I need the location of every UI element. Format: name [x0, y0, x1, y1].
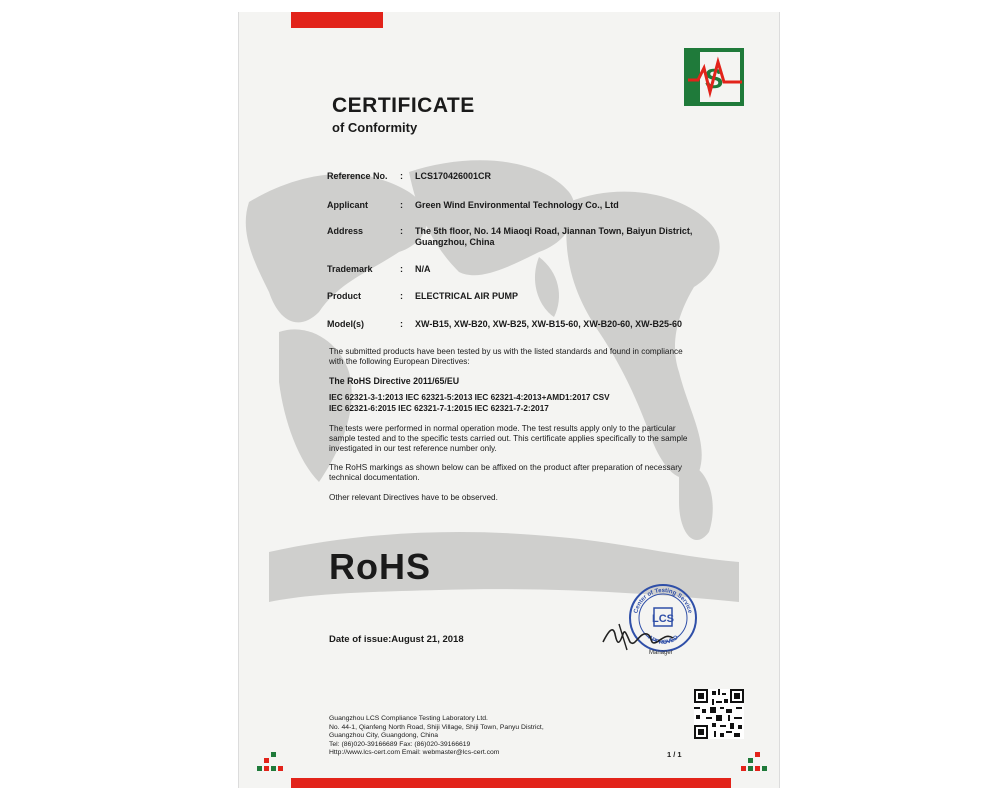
corner-decoration-left: [257, 752, 287, 776]
field-label: Product: [327, 291, 362, 301]
standards-line-1: IEC 62321-3-1:2013 IEC 62321-5:2013 IEC 62321-4:2013+AMD1:2017 CSV: [329, 393, 610, 402]
intro-paragraph: The submitted products have been tested by us with the listed standards and found in compliance with the following European Directives:: [329, 347, 683, 367]
field-colon: :: [400, 291, 403, 301]
certificate-document: [238, 12, 780, 788]
field-label: Applicant: [327, 200, 369, 210]
tests-paragraph: The tests were performed in normal operation mode. The test results apply only to the particular sample tested and to the specific tests carried out. This certificate applies specifically to the sample investigated in our test reference number only.: [329, 424, 688, 454]
stamp-bottom-text: APPROVED: [646, 634, 680, 647]
rohs-mark: RoHS: [329, 546, 431, 587]
certificate-title: CERTIFICATE: [332, 94, 475, 117]
field-colon: :: [400, 319, 403, 329]
field-label: Trademark: [327, 264, 373, 274]
signature-caption: Manager: [649, 650, 673, 656]
field-label: Model(s): [327, 319, 364, 329]
footer-contact: [329, 715, 544, 758]
field-colon: :: [400, 226, 403, 236]
other-directives-paragraph: Other relevant Directives have to be observed.: [329, 493, 498, 502]
markings-paragraph: The RoHS markings as shown below can be affixed on the product after preparation of necessary technical documentation.: [329, 463, 683, 483]
lcs-logo: [684, 48, 744, 106]
signature: [597, 612, 707, 657]
top-red-bar: [291, 12, 383, 28]
footer-line: Http://www.lcs-cert.com Email: webmaster@lcs-cert.com: [329, 749, 500, 757]
field-value: XW-B15, XW-B20, XW-B25, XW-B15-60, XW-B20-60, XW-B25-60: [415, 319, 682, 329]
footer-line: No. 44-1, Qianfeng North Road, Shiji Village, Shiji Town, Panyu District,: [329, 723, 544, 731]
field-colon: :: [400, 171, 403, 181]
corner-decoration-right: [737, 752, 767, 776]
certificate-subtitle: of Conformity: [332, 120, 418, 135]
field-value: The 5th floor, No. 14 Miaoqi Road, Jiannan Town, Baiyun District, Guangzhou, China: [415, 226, 693, 247]
stamp-top-text: Center of Testing Service: [633, 587, 693, 615]
qr-code: [694, 689, 744, 739]
field-label: Reference No.: [327, 171, 388, 181]
field-label: Address: [327, 226, 364, 236]
field-colon: :: [400, 200, 403, 210]
stamp-logo-text: LCS: [652, 613, 674, 625]
standards-line-2: IEC 62321-6:2015 IEC 62321-7-1:2015 IEC 62321-7-2:2017: [329, 404, 549, 413]
field-value: ELECTRICAL AIR PUMP: [415, 291, 519, 301]
footer-line: Guangzhou City, Guangdong, China: [329, 732, 439, 740]
field-value: Green Wind Environmental Technology Co., Ltd: [415, 200, 619, 210]
footer-line: Tel: (86)020-39166689 Fax: (86)020-39166619: [329, 740, 471, 748]
page-number: 1 / 1: [667, 750, 682, 759]
field-value: N/A: [415, 264, 431, 274]
field-colon: :: [400, 264, 403, 274]
field-value: LCS170426001CR: [415, 171, 492, 181]
directive: The RoHS Directive 2011/65/EU: [329, 376, 460, 386]
date-of-issue: Date of issue:August 21, 2018: [329, 634, 464, 645]
footer-line: Guangzhou LCS Compliance Testing Laboratory Ltd.: [329, 715, 488, 722]
svg-text:S: S: [704, 63, 724, 94]
bottom-red-bar: [291, 778, 731, 788]
